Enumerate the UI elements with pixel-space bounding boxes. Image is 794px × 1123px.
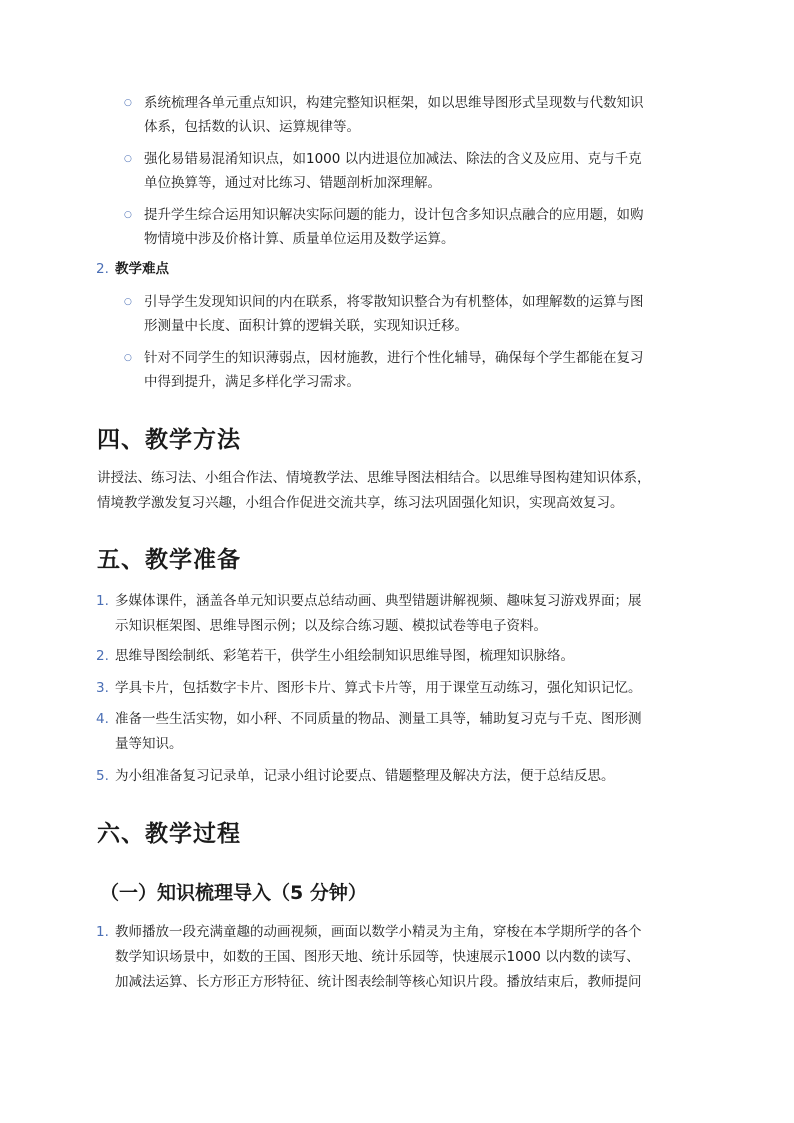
bullet-line: 引导学生发现知识间的内在联系，将零散知识整合为有机整体，如理解数的运算与图 — [144, 294, 644, 310]
section-heading-process: 六、教学过程 — [97, 821, 241, 847]
bullet-marker: ○ — [124, 210, 132, 220]
difficulty-bullet-2 — [124, 346, 644, 394]
section-heading-methods: 四、教学方法 — [97, 427, 241, 453]
item-line: 为小组准备复习记录单，记录小组讨论要点、错题整理及解决方法，便于总结反思。 — [115, 768, 615, 784]
item-line: 量等知识。 — [115, 736, 183, 752]
item-line: 学具卡片，包括数字卡片、图形卡片、算式卡片等，用于课堂互动练习，强化知识记忆。 — [115, 680, 642, 696]
subsection-heading: （一）知识梳理导入（5 分钟） — [100, 882, 367, 904]
list-marker: 2. — [96, 648, 109, 664]
bullet-line: 单位换算等，通过对比练习、错题剖析加深理解。 — [144, 175, 441, 191]
bullet-line: 提升学生综合运用知识解决实际问题的能力，设计包含多知识点融合的应用题，如购 — [144, 207, 644, 223]
list-marker: 3. — [96, 680, 109, 696]
bullet-line: 形测量中长度、面积计算的逻辑关联，实现知识迁移。 — [144, 318, 468, 334]
item-line: 思维导图绘制纸、彩笔若干，供学生小组绘制知识思维导图，梳理知识脉络。 — [115, 648, 574, 664]
list-marker: 1. — [96, 593, 109, 609]
difficulty-bullet-1 — [124, 290, 644, 338]
item-line: 多媒体课件，涵盖各单元知识要点总结动画、典型错题讲解视频、趣味复习游戏界面；展 — [115, 593, 642, 609]
paragraph-line: 讲授法、练习法、小组合作法、情境教学法、思维导图法相结合。以思维导图构建知识体系， — [97, 470, 651, 486]
list-marker: 5. — [96, 768, 109, 784]
bullet-line: 强化易错易混淆知识点，如1000 以内进退位加减法、除法的含义及应用、克与千克 — [144, 151, 642, 167]
methods-paragraph — [97, 466, 651, 516]
prep-item-1 — [96, 589, 642, 639]
bullet-marker: ○ — [124, 353, 132, 363]
item-line: 数学知识场景中，如数的王国、图形天地、统计乐园等，快速展示1000 以内数的读写、 — [115, 949, 640, 965]
item-line: 示知识框架图、思维导图示例；以及综合练习题、模拟试卷等电子资料。 — [115, 618, 547, 634]
prep-item-3 — [96, 676, 642, 701]
bullet-marker: ○ — [124, 154, 132, 164]
list-marker: 1. — [96, 924, 109, 940]
list-marker: 2. — [96, 261, 109, 277]
item-line: 教师播放一段充满童趣的动画视频，画面以数学小精灵为主角，穿梭在本学期所学的各个 — [115, 924, 642, 940]
bullet-line: 物情境中涉及价格计算、质量单位运用及数学运算。 — [144, 231, 455, 247]
focus-bullet-2 — [124, 147, 642, 195]
difficulty-item — [96, 257, 169, 282]
bullet-marker: ○ — [124, 98, 132, 108]
bullet-line: 针对不同学生的知识薄弱点，因材施教，进行个性化辅导，确保每个学生都能在复习 — [144, 350, 644, 366]
bullet-line: 系统梳理各单元重点知识，构建完整知识框架，如以思维导图形式呈现数与代数知识 — [144, 95, 644, 111]
item-line: 加减法运算、长方形正方形特征、统计图表绘制等核心知识片段。播放结束后，教师提问 — [115, 974, 642, 990]
focus-bullet-1 — [124, 91, 644, 139]
prep-item-2 — [96, 644, 574, 669]
prep-item-4 — [96, 707, 642, 757]
list-marker: 4. — [96, 711, 109, 727]
process-item-1 — [96, 920, 642, 995]
paragraph-line: 情境教学激发复习兴趣，小组合作促进交流共享，练习法巩固强化知识，实现高效复习。 — [97, 495, 624, 511]
item-line: 准备一些生活实物，如小秤、不同质量的物品、测量工具等，辅助复习克与千克、图形测 — [115, 711, 642, 727]
bullet-line: 体系，包括数的认识、运算规律等。 — [144, 119, 360, 135]
focus-bullet-3 — [124, 203, 644, 251]
difficulty-title: 教学难点 — [115, 261, 169, 277]
bullet-line: 中得到提升，满足多样化学习需求。 — [144, 374, 360, 390]
section-heading-preparation: 五、教学准备 — [97, 547, 241, 573]
bullet-marker: ○ — [124, 297, 132, 307]
prep-item-5 — [96, 764, 615, 789]
